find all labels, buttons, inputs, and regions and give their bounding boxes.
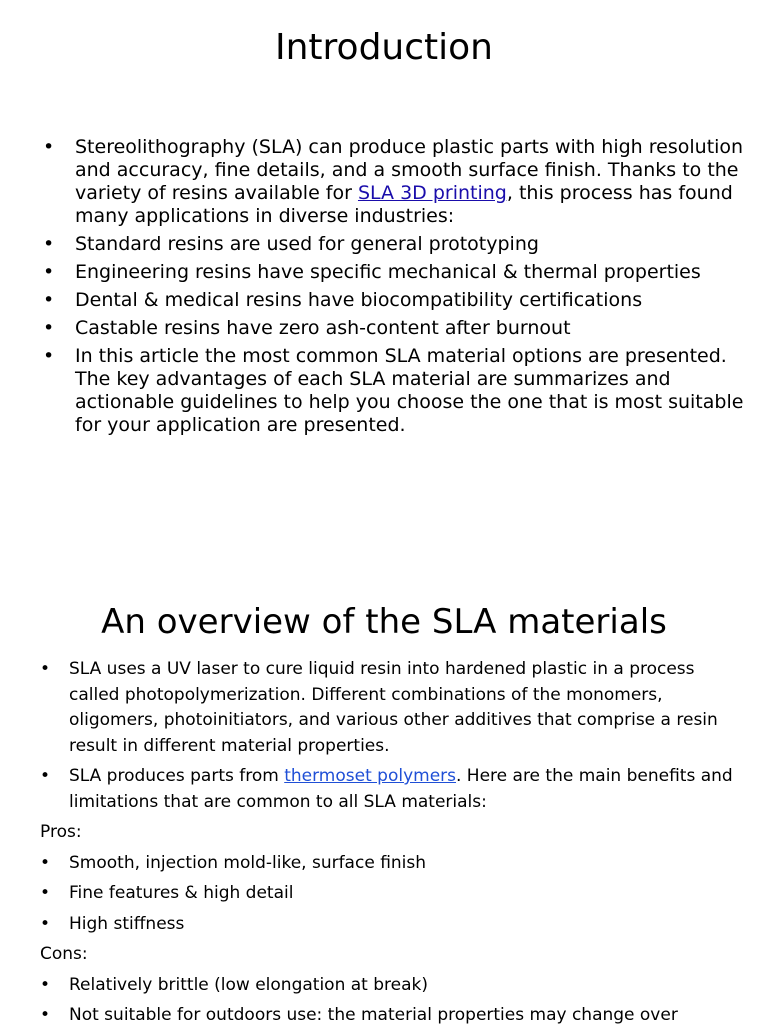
list-item xyxy=(40,261,748,284)
cons-item xyxy=(40,973,750,999)
pros-item-text: Smooth, injection mold-like, surface finish xyxy=(69,852,427,873)
bullet-icon: • xyxy=(43,317,55,339)
list-item-text: Engineering resins have specific mechanical & thermal properties xyxy=(75,261,701,283)
cons-item-text: Relatively brittle (low elongation at break) xyxy=(69,974,429,995)
slide-title-sla-materials-overview: An overview of the SLA materials xyxy=(101,602,667,642)
list-item-text: , this process has found many applications in diverse industries: xyxy=(75,182,733,227)
thermoset-polymers-link[interactable]: thermoset polymers xyxy=(284,766,456,786)
list-item-text: In this article the most common SLA material options are presented. The key advantages of each SLA material are summarizes and actionable guidelines to help you choose the one that is most suitable for your application are presented. xyxy=(75,345,744,436)
pros-item xyxy=(40,851,750,877)
list-item-text: Stereolithography (SLA) can produce plastic parts with high resolution and accuracy, fine details, and a smooth surface finish. Thanks to the variety of resins available for xyxy=(75,136,744,204)
bullet-icon: • xyxy=(40,974,51,995)
pros-item xyxy=(40,881,750,907)
list-item xyxy=(40,289,748,312)
bullet-icon: • xyxy=(40,1005,51,1024)
list-item xyxy=(40,345,748,437)
list-item-text: SLA produces parts from xyxy=(69,766,285,786)
bullet-icon: • xyxy=(40,766,51,786)
bullet-icon: • xyxy=(43,136,55,158)
pros-item-text: High stiffness xyxy=(69,913,185,934)
bullet-icon: • xyxy=(43,261,55,283)
bullet-icon: • xyxy=(40,852,51,873)
cons-item xyxy=(40,1003,750,1024)
list-item xyxy=(40,233,748,256)
list-item-text: Castable resins have zero ash-content after burnout xyxy=(75,317,571,339)
list-item-text: . Here are the main benefits and limitations that are common to all SLA materials: xyxy=(69,766,733,812)
bullet-icon: • xyxy=(43,233,55,255)
cons-item-text: Not suitable for outdoors use: the material properties may change over xyxy=(69,1005,678,1024)
pros-item-text: Fine features & high detail xyxy=(69,883,294,903)
list-item-text: Dental & medical resins have biocompatibility certifications xyxy=(75,289,643,311)
list-item xyxy=(40,136,748,228)
bullet-icon: • xyxy=(40,913,51,934)
bullet-icon: • xyxy=(40,659,51,679)
list-item xyxy=(40,764,750,815)
sla-3d-printing-link[interactable]: SLA 3D printing xyxy=(357,182,507,204)
pros-label: Pros: xyxy=(40,822,82,842)
list-item xyxy=(40,317,748,340)
sla-materials-content xyxy=(40,657,750,1024)
slide-title-introduction: Introduction xyxy=(274,27,493,68)
bullet-icon: • xyxy=(43,289,55,311)
list-item xyxy=(40,657,750,759)
bullet-icon: • xyxy=(43,345,55,367)
list-item-text: SLA uses a UV laser to cure liquid resin into hardened plastic in a process called photopolymerization. Different combinations of the monomers, oligomers, photoinitiators, and various other additives that comprise a resin result in different material properties. xyxy=(69,659,718,756)
bullet-icon: • xyxy=(40,883,51,903)
cons-label: Cons: xyxy=(40,944,88,964)
introduction-bullet-list xyxy=(40,136,748,442)
pros-item xyxy=(40,912,750,938)
list-item-text: Standard resins are used for general prototyping xyxy=(75,233,539,255)
